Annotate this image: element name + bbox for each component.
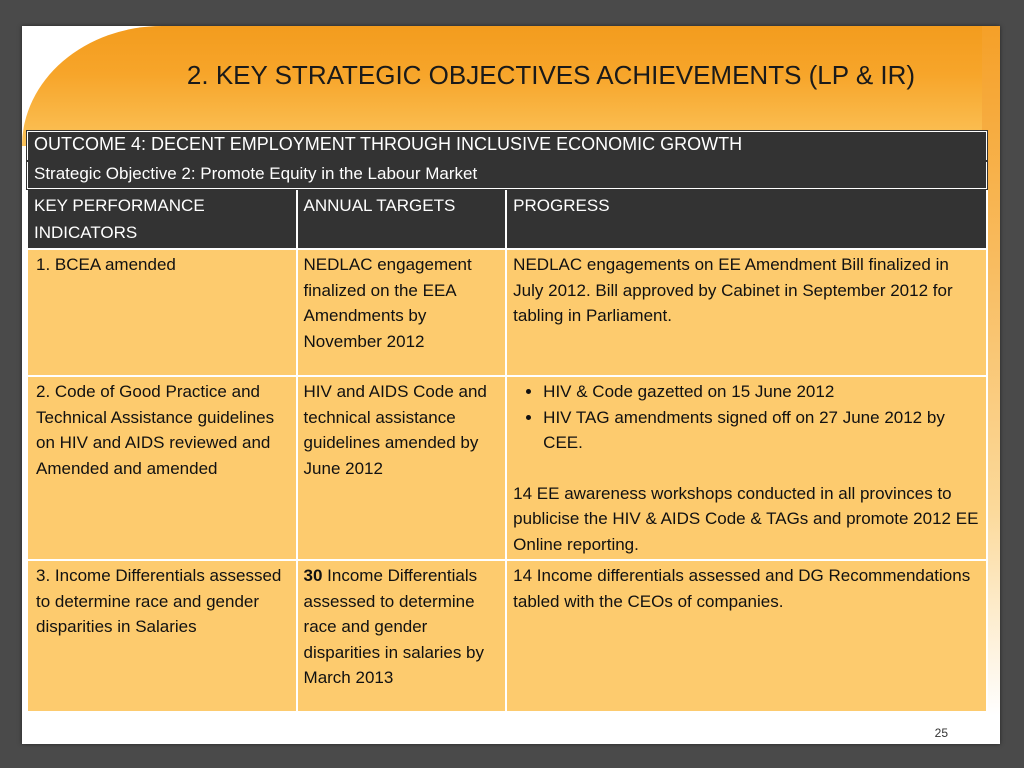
- kpi-cell: 1. BCEA amended: [27, 249, 297, 376]
- slide: [22, 26, 1000, 744]
- target-count: 30: [303, 566, 323, 585]
- list-item: • HIV TAG amendments signed off on 27 June 2012 by CEE.: [543, 405, 980, 456]
- kpi-cell: 2. Code of Good Practice and Technical Assistance guidelines on HIV and AIDS reviewed and Amended and amended: [27, 376, 297, 560]
- kpi-cell: 3. Income Differentials assessed to determine race and gender disparities in Salaries: [27, 560, 297, 712]
- progress-cell: 14 Income differentials assessed and DG Recommendations tabled with the CEOs of companies.: [506, 560, 987, 712]
- table-row: [27, 376, 987, 560]
- target-cell: NEDLAC engagement finalized on the EEA Amendments by November 2012: [297, 249, 507, 376]
- target-cell: [297, 560, 507, 712]
- progress-bullets: [513, 379, 980, 456]
- target-cell: HIV and AIDS Code and technical assistance guidelines amended by June 2012: [297, 376, 507, 560]
- header-row: [27, 189, 987, 249]
- strategic-objective-row: [27, 161, 987, 189]
- header-kpi: KEY PERFORMANCE INDICATORS: [27, 189, 297, 249]
- list-item: • HIV & Code gazetted on 15 June 2012: [543, 379, 980, 405]
- progress-cell: NEDLAC engagements on EE Amendment Bill finalized in July 2012. Bill approved by Cabinet in September 2012 for tabling in Parliament.: [506, 249, 987, 376]
- target-text: Income Differentials assessed to determine race and gender disparities in salaries by March 2013: [303, 566, 484, 687]
- outcome-row: [27, 131, 987, 161]
- objectives-table: [26, 130, 988, 713]
- header-targets: ANNUAL TARGETS: [297, 189, 507, 249]
- progress-cell: [506, 376, 987, 560]
- page-number: 25: [934, 726, 948, 740]
- strategic-objective-cell: Strategic Objective 2: Promote Equity in the Labour Market: [27, 161, 987, 189]
- table-row: [27, 249, 987, 376]
- outcome-cell: OUTCOME 4: DECENT EMPLOYMENT THROUGH INCLUSIVE ECONOMIC GROWTH: [27, 131, 987, 161]
- header-progress: PROGRESS: [506, 189, 987, 249]
- slide-title: 2. KEY STRATEGIC OBJECTIVES ACHIEVEMENTS (LP & IR): [186, 60, 916, 90]
- table-row: [27, 560, 987, 712]
- progress-note: 14 EE awareness workshops conducted in all provinces to publicise the HIV & AIDS Code & TAGs and promote 2012 EE Online reporting.: [513, 483, 979, 554]
